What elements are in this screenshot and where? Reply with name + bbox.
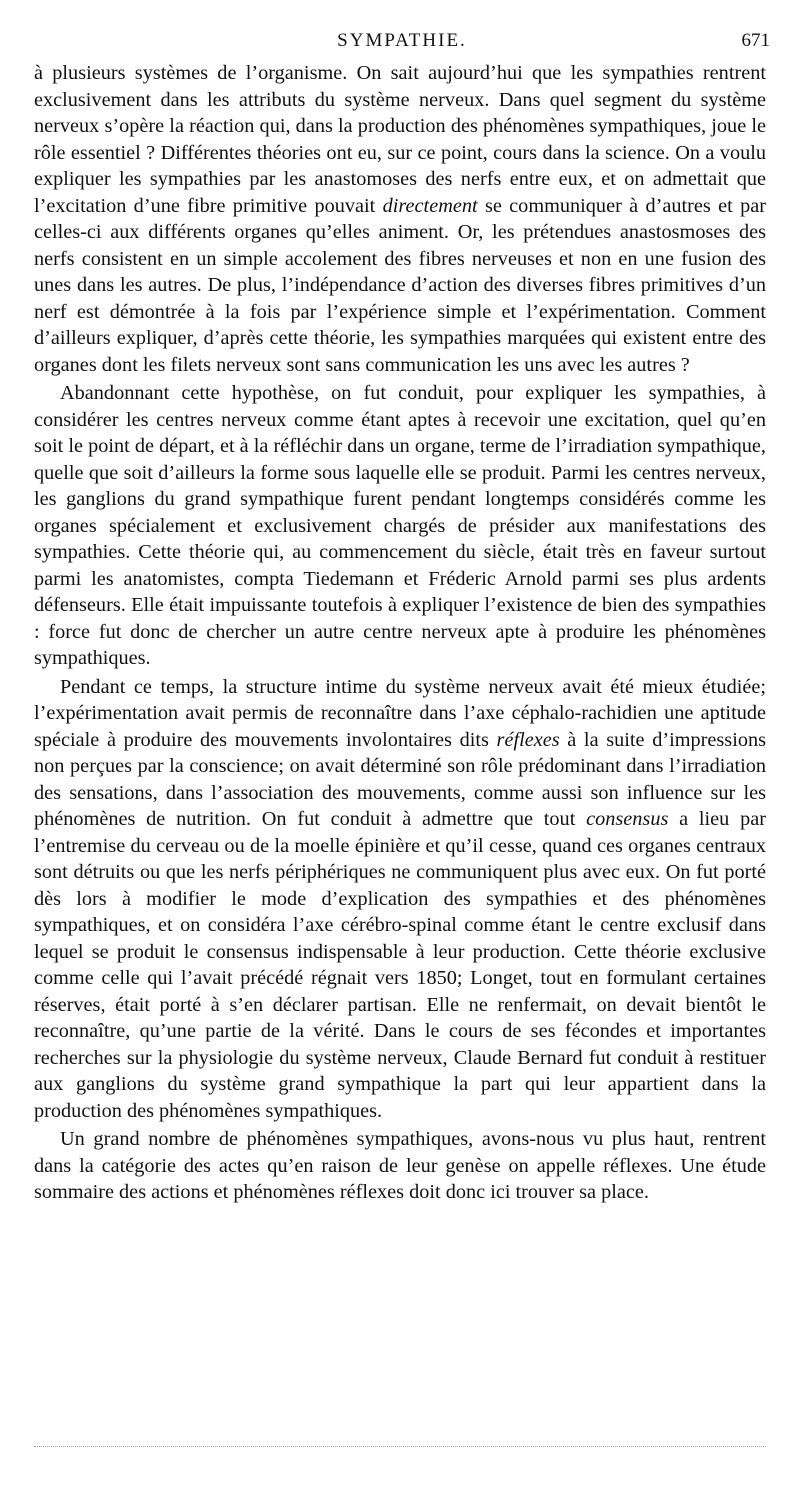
text-run: à la suite d’impressions non perçues par la conscience; on avait déterminé son rôle prédominant dans l’irradiation des sensations, dans l’association des mouvements, comme aussi son influence sur les phénomènes de nutrition. On fut conduit à admettre que tout [34, 728, 766, 830]
paragraph-abandonnant [34, 380, 766, 672]
emphasis-directement: directement [382, 194, 478, 217]
text-run: a lieu par l’entremise du cerveau ou de la moelle épinière et qu’il cesse, quand ces organes centraux sont détruits ou que les nerfs périphériques ne communiquent plus avec eux. On fut porté dès lors à modifier le mode d’explication des sympathies et des phénomènes sympathiques, et on considéra l’axe cérébro-spinal comme étant le centre exclusif dans lequel se produit le consensus indispensable à leur production. Cette théorie exclusive comme celle qui l’avait précédé régnait vers 1850; Longet, tout en formulant certaines réserves, était porté à s’en déclarer partisan. Elle ne renfermait, on devait bientôt le reconnaître, qu’une partie de la vérité. Dans le cours de ses fécondes et importantes recherches sur la physiologie du système nerveux, Claude Bernard fut conduit à restituer aux ganglions du système grand sympathique la part qui leur appartient dans la production des phénomènes sympathiques. [34, 808, 766, 1122]
paragraph-un-grand-nombre [34, 1126, 766, 1206]
text-run: se communiquer à d’autres et par celles-ci aux différents organes qu’elles animent. Or, les prétendues anastosmoses des nerfs consistent en un simple accolement des fibres nerveuses et non en une fusion des unes dans les autres. De plus, l’indépendance d’action des diverses fibres primitives d’un nerf est démontrée à la fois par l’expérience simple et l’expérimentation. Comment d’ailleurs expliquer, d’après cette théorie, les sympathies marquées qui existent entre des organes dont les filets nerveux sont sans communication les uns avec les autres ? [34, 194, 766, 376]
paragraph-continuation [34, 60, 766, 378]
running-header [34, 30, 770, 58]
text-run: Un grand nombre de phénomènes sympathiques, avons-nous vu plus haut, rentrent dans la catégorie des actes qu’en raison de leur genèse on appelle réflexes. Une étude sommaire des actions et phénomènes réflexes doit donc ici trouver sa place. [34, 1128, 766, 1203]
text-run: Pendant ce temps, la structure intime du système nerveux avait été mieux étudiée; l’expérimentation avait permis de reconnaître dans l’axe céphalo-rachidien une aptitude spéciale à produire des mouvements involontaires dits [34, 675, 766, 751]
paragraph-pendant [34, 674, 766, 1125]
page-title: SYMPATHIE. [337, 30, 467, 51]
emphasis-consensus: consensus [586, 808, 669, 830]
text-run: Abandonnant cette hypothèse, on fut conduit, pour expliquer les sympathies, à considérer les centres nerveux comme étant aptes à recevoir une excitation, quel qu’en soit le point de départ, et à la réfléchir dans un organe, terme de l’irradiation sympathique, quelle que soit d’ailleurs la forme sous laquelle elle se produit. Parmi les centres nerveux, les ganglions du grand sympathique furent pendant longtemps considérés comme les organes spécialement et exclusivement chargés de présider aux manifestations des sympathies. Cette théorie qui, au commencement du siècle, était très en faveur surtout parmi les anatomistes, compta Tiedemann et Fréderic Arnold parmi ses plus ardents défenseurs. Elle était impuissante toutefois à expliquer l’existence de bien des sympathies : force fut donc de chercher un autre centre nerveux apte à produire les phénomènes sympathiques. [34, 382, 766, 669]
footer-divider [34, 1446, 766, 1447]
emphasis-reflexes: réflexes [496, 728, 560, 751]
body-text [34, 60, 766, 1206]
text-run: à plusieurs systèmes de l’organisme. On sait aujourd’hui que les sympathies rentrent exclusivement dans les attributs du système nerveux. Dans quel segment du système nerveux s’opère la réaction qui, dans la production des phénomènes sympathiques, joue le rôle essentiel ? Différentes théories ont eu, sur ce point, cours dans la science. On a voulu expliquer les sympathies par les anastomoses des nerfs entre eux, et on admettait que l’excitation d’une fibre primitive pouvait [34, 62, 766, 217]
page-number: 671 [741, 30, 770, 51]
